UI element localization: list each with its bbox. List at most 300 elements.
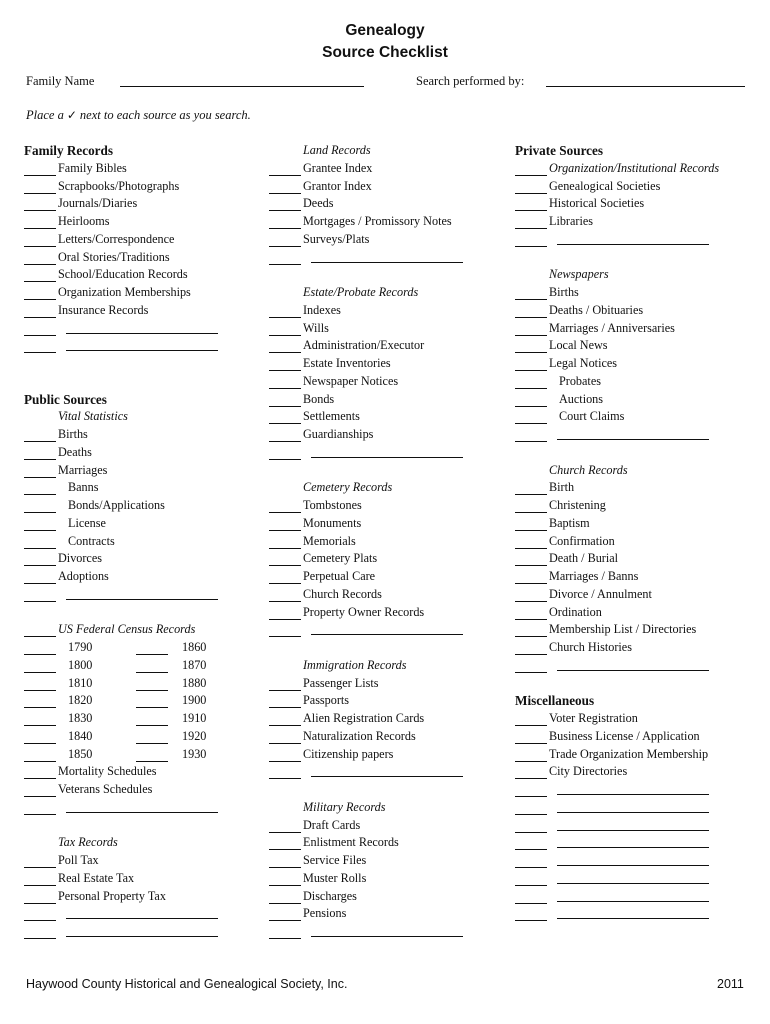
write-in-item (269, 923, 501, 941)
checklist-item (515, 337, 765, 355)
check-blank[interactable] (24, 672, 56, 673)
census-year-label: 1900 (182, 693, 207, 708)
write-in-item (24, 586, 256, 604)
checklist-item (269, 160, 501, 178)
item-label: Organization/Institutional Records (549, 160, 720, 175)
check-blank[interactable] (24, 938, 56, 939)
subsection-header-label: Military Records (303, 799, 386, 814)
item-label: Indexes (303, 302, 341, 317)
check-blank[interactable] (269, 849, 301, 850)
check-blank[interactable] (269, 761, 301, 762)
family-name-field[interactable] (120, 86, 364, 87)
check-blank[interactable] (136, 761, 168, 762)
write-in-line[interactable] (66, 333, 218, 334)
check-blank[interactable] (515, 512, 547, 513)
checklist-item (24, 444, 256, 462)
check-blank[interactable] (24, 494, 56, 495)
check-blank[interactable] (269, 512, 301, 513)
item-label: Draft Cards (303, 817, 361, 832)
title-line-1: Genealogy (345, 22, 425, 39)
check-blank[interactable] (24, 281, 56, 282)
item-label: Oral Stories/Traditions (58, 249, 170, 264)
check-blank[interactable] (24, 193, 56, 194)
check-blank[interactable] (136, 725, 168, 726)
checklist-item (269, 213, 501, 231)
checklist-item (24, 568, 256, 586)
subsection-header (24, 834, 256, 852)
check-blank[interactable] (269, 388, 301, 389)
checklist-item (515, 320, 765, 338)
checklist-item (515, 195, 765, 213)
write-in-item (515, 799, 765, 817)
check-blank[interactable] (24, 299, 56, 300)
check-blank[interactable] (24, 778, 56, 779)
section-header (515, 692, 765, 710)
check-blank[interactable] (515, 406, 547, 407)
write-in-line[interactable] (557, 883, 709, 884)
checklist-item (515, 533, 765, 551)
check-blank[interactable] (515, 352, 547, 353)
check-blank[interactable] (24, 548, 56, 549)
check-blank[interactable] (24, 512, 56, 513)
checklist-item (24, 852, 256, 870)
write-in-line[interactable] (66, 936, 218, 937)
item-label: Insurance Records (58, 302, 149, 317)
write-in-line[interactable] (557, 847, 709, 848)
item-label: Divorce / Annulment (549, 586, 652, 601)
check-blank[interactable] (24, 459, 56, 460)
checklist-item (515, 213, 765, 231)
check-blank[interactable] (269, 707, 301, 708)
subsection-header-label: Cemetery Records (303, 480, 393, 495)
write-in-item (24, 923, 256, 941)
item-label: Journals/Diaries (58, 196, 138, 211)
item-label: Naturalization Records (303, 728, 416, 743)
subsection-header (269, 657, 501, 675)
write-in-line[interactable] (557, 670, 709, 671)
item-label: Christening (549, 498, 606, 512)
write-in-line[interactable] (557, 865, 709, 866)
check-blank[interactable] (269, 903, 301, 904)
write-in-line[interactable] (66, 812, 218, 813)
check-blank[interactable] (24, 743, 56, 744)
check-blank[interactable] (269, 317, 301, 318)
item-label: Business License / Application (549, 728, 700, 743)
check-blank[interactable] (136, 707, 168, 708)
check-blank[interactable] (24, 814, 56, 815)
write-in-line[interactable] (557, 901, 709, 902)
census-year-row (24, 746, 256, 764)
item-label: Membership List / Directories (549, 622, 697, 637)
check-blank[interactable] (24, 920, 56, 921)
check-blank[interactable] (136, 690, 168, 691)
check-blank[interactable] (269, 352, 301, 353)
census-year-label: 1920 (182, 728, 207, 743)
check-blank[interactable] (24, 601, 56, 602)
census-year-label: 1870 (182, 657, 207, 672)
check-blank[interactable] (136, 743, 168, 744)
subsection-header-label: Estate/Probate Records (303, 285, 419, 299)
item-label: School/Education Records (58, 267, 188, 282)
census-year-label: 1850 (68, 746, 93, 761)
checklist-item (269, 426, 501, 444)
checklist-item (269, 888, 501, 906)
item-label: Trade Organization Membership (549, 746, 709, 761)
checklist-item (269, 337, 501, 355)
check-blank[interactable] (24, 690, 56, 691)
checklist-item (515, 515, 765, 533)
section-header-label: Public Sources (24, 391, 107, 407)
check-blank[interactable] (515, 867, 547, 868)
check-blank[interactable] (515, 849, 547, 850)
check-blank[interactable] (269, 601, 301, 602)
checklist-item (24, 763, 256, 781)
spacer (24, 373, 256, 391)
write-in-line[interactable] (557, 794, 709, 795)
check-blank[interactable] (515, 920, 547, 921)
check-blank[interactable] (515, 548, 547, 549)
checklist-item (269, 178, 501, 196)
checklist-item (515, 479, 765, 497)
check-blank[interactable] (24, 210, 56, 211)
item-label: Guardianships (303, 427, 374, 441)
check-blank[interactable] (515, 636, 547, 637)
checklist-item (24, 426, 256, 444)
check-blank[interactable] (24, 654, 56, 655)
item-label: Newspaper Notices (303, 373, 399, 388)
checklist-item (24, 479, 256, 497)
check-blank[interactable] (24, 530, 56, 531)
item-label: Family Bibles (58, 160, 127, 175)
check-blank[interactable] (269, 690, 301, 691)
check-blank[interactable] (269, 193, 301, 194)
item-label: Divorces (58, 551, 102, 566)
check-blank[interactable] (269, 228, 301, 229)
footer-year: 2011 (717, 977, 744, 991)
check-blank[interactable] (515, 193, 547, 194)
write-in-line[interactable] (311, 634, 463, 635)
write-in-item (24, 905, 256, 923)
check-blank[interactable] (515, 246, 547, 247)
write-in-item (24, 799, 256, 817)
check-blank[interactable] (24, 264, 56, 265)
census-year-row (24, 692, 256, 710)
checklist-item (269, 586, 501, 604)
check-blank[interactable] (24, 867, 56, 868)
item-label: Mortality Schedules (58, 764, 157, 779)
item-label: Death / Burial (549, 551, 619, 566)
spacer (269, 266, 501, 284)
checklist-item (515, 550, 765, 568)
check-blank[interactable] (515, 832, 547, 833)
footer-organization: Haywood County Historical and Genealogical Society, Inc. (26, 977, 348, 991)
check-blank[interactable] (24, 335, 56, 336)
checklist-item (269, 568, 501, 586)
check-blank[interactable] (269, 441, 301, 442)
section-header-label: Family Records (24, 143, 113, 158)
spacer (515, 444, 765, 462)
check-blank[interactable] (515, 317, 547, 318)
census-year-row (24, 728, 256, 746)
item-label: Service Files (303, 853, 367, 867)
checklist-item (269, 905, 501, 923)
check-blank[interactable] (24, 317, 56, 318)
checklist-item (269, 320, 501, 338)
check-blank[interactable] (515, 335, 547, 336)
check-blank[interactable] (24, 228, 56, 229)
write-in-line[interactable] (66, 350, 218, 351)
check-blank[interactable] (515, 601, 547, 602)
family-name-label: Family Name (26, 74, 95, 88)
census-year-label: 1840 (68, 728, 93, 743)
check-blank[interactable] (269, 938, 301, 939)
write-in-item (24, 337, 256, 355)
checklist-item (269, 870, 501, 888)
spacer (515, 675, 765, 693)
check-blank[interactable] (24, 352, 56, 353)
check-blank[interactable] (269, 246, 301, 247)
instruction-before: Place a (26, 108, 64, 122)
check-blank[interactable] (515, 441, 547, 442)
check-blank[interactable] (136, 654, 168, 655)
check-blank[interactable] (269, 565, 301, 566)
checklist-item (269, 195, 501, 213)
check-blank[interactable] (269, 335, 301, 336)
write-in-item (269, 621, 501, 639)
checklist-item (24, 249, 256, 267)
check-blank[interactable] (269, 264, 301, 265)
check-blank[interactable] (24, 175, 56, 176)
check-blank[interactable] (269, 548, 301, 549)
item-label: Enlistment Records (303, 835, 399, 850)
census-year-row (24, 639, 256, 657)
check-blank[interactable] (515, 903, 547, 904)
subsection-header (24, 408, 256, 426)
item-label: Contracts (68, 533, 115, 548)
checklist-item (269, 710, 501, 728)
spacer (24, 355, 256, 373)
item-label: Marriages / Banns (549, 569, 639, 583)
checklist-item (24, 195, 256, 213)
check-blank[interactable] (515, 228, 547, 229)
item-label: Organization Memberships (58, 285, 191, 299)
write-in-item (269, 444, 501, 462)
write-in-line[interactable] (311, 936, 463, 937)
item-label: Adoptions (58, 569, 109, 583)
check-blank[interactable] (515, 725, 547, 726)
item-label: Genealogical Societies (549, 178, 661, 193)
check-blank[interactable] (24, 725, 56, 726)
check-blank[interactable] (24, 441, 56, 442)
write-in-item (515, 426, 765, 444)
subsection-header-label: Immigration Records (303, 657, 407, 672)
checklist-item (269, 373, 501, 391)
check-blank[interactable] (515, 494, 547, 495)
checklist-item (269, 497, 501, 515)
check-blank[interactable] (515, 370, 547, 371)
check-blank[interactable] (24, 477, 56, 478)
check-blank[interactable] (269, 867, 301, 868)
column-left (24, 142, 256, 941)
checklist-item (515, 284, 765, 302)
checklist-item (515, 746, 765, 764)
check-blank[interactable] (24, 707, 56, 708)
check-blank[interactable] (24, 885, 56, 886)
item-label: City Directories (549, 764, 628, 779)
check-blank[interactable] (269, 423, 301, 424)
check-blank[interactable] (515, 583, 547, 584)
subsection-header (269, 799, 501, 817)
checklist-item (515, 639, 765, 657)
item-label: Heirlooms (58, 214, 110, 228)
checklist-item (24, 178, 256, 196)
item-label: Property Owner Records (303, 604, 425, 619)
check-blank[interactable] (269, 459, 301, 460)
check-blank[interactable] (24, 903, 56, 904)
check-blank[interactable] (24, 565, 56, 566)
write-in-line[interactable] (66, 599, 218, 600)
check-blank[interactable] (269, 832, 301, 833)
section-header (24, 391, 256, 409)
item-label: Birth (549, 480, 575, 495)
write-in-item (515, 888, 765, 906)
checklist-item (24, 870, 256, 888)
check-blank[interactable] (24, 636, 56, 637)
check-blank[interactable] (269, 370, 301, 371)
check-blank[interactable] (515, 761, 547, 762)
check-blank[interactable] (515, 885, 547, 886)
checklist-item (269, 692, 501, 710)
census-year-label: 1910 (182, 711, 207, 725)
check-blank[interactable] (515, 210, 547, 211)
census-year-label: 1880 (182, 675, 207, 690)
check-blank[interactable] (269, 210, 301, 211)
item-label: Confirmation (549, 533, 615, 548)
item-label: Court Claims (559, 409, 625, 424)
checklist-item (269, 728, 501, 746)
item-label: Cemetery Plats (303, 551, 378, 566)
search-performed-by-label: Search performed by: (416, 74, 525, 88)
subsection-header-label: Newspapers (549, 267, 609, 282)
checklist-item (515, 604, 765, 622)
check-blank[interactable] (24, 761, 56, 762)
item-label: Births (549, 285, 579, 299)
item-label: Local News (549, 338, 608, 353)
write-in-line[interactable] (557, 812, 709, 813)
check-blank[interactable] (515, 654, 547, 655)
check-blank[interactable] (515, 388, 547, 389)
item-label: Grantor Index (303, 178, 372, 193)
checklist-item (24, 302, 256, 320)
check-blank[interactable] (515, 175, 547, 176)
check-blank[interactable] (515, 619, 547, 620)
check-blank[interactable] (269, 778, 301, 779)
checklist-item (269, 834, 501, 852)
checklist-item (515, 373, 765, 391)
check-blank[interactable] (24, 583, 56, 584)
item-label: Memorials (303, 533, 356, 548)
checklist-item (515, 763, 765, 781)
checklist-item (269, 550, 501, 568)
check-blank[interactable] (24, 246, 56, 247)
check-blank[interactable] (515, 778, 547, 779)
check-blank[interactable] (515, 299, 547, 300)
check-blank[interactable] (269, 619, 301, 620)
item-label: License (68, 515, 106, 530)
spacer (24, 817, 256, 835)
checklist-item (24, 888, 256, 906)
item-label: Scrapbooks/Photographs (58, 178, 180, 193)
write-in-line[interactable] (557, 244, 709, 245)
check-blank[interactable] (269, 406, 301, 407)
check-blank[interactable] (269, 175, 301, 176)
write-in-line[interactable] (557, 918, 709, 919)
item-label: Surveys/Plats (303, 231, 370, 246)
write-in-line[interactable] (311, 262, 463, 263)
item-label: Grantee Index (303, 160, 373, 175)
check-blank[interactable] (515, 743, 547, 744)
checklist-item (515, 728, 765, 746)
write-in-line[interactable] (66, 918, 218, 919)
subsection-header (515, 266, 765, 284)
write-in-line[interactable] (557, 830, 709, 831)
checklist-item (24, 550, 256, 568)
item-label: Citizenship papers (303, 746, 394, 761)
column-right (515, 142, 765, 923)
section-header-label: Miscellaneous (515, 693, 595, 709)
census-year-row (24, 710, 256, 728)
check-blank[interactable] (269, 636, 301, 637)
check-blank[interactable] (515, 423, 547, 424)
item-label: Bonds/Applications (68, 498, 165, 512)
check-blank[interactable] (269, 725, 301, 726)
subsection-header (269, 142, 501, 160)
check-blank[interactable] (269, 583, 301, 584)
spacer (269, 462, 501, 480)
write-in-item (269, 763, 501, 781)
check-blank[interactable] (515, 814, 547, 815)
item-label: Church Histories (549, 640, 632, 654)
check-blank[interactable] (24, 796, 56, 797)
item-label: Real Estate Tax (58, 870, 135, 885)
write-in-line[interactable] (311, 457, 463, 458)
checklist-item (24, 533, 256, 551)
item-label: Passenger Lists (303, 675, 379, 690)
item-label: Tombstones (303, 498, 362, 512)
write-in-line[interactable] (311, 776, 463, 777)
census-year-label: 1800 (68, 657, 93, 672)
check-blank[interactable] (269, 530, 301, 531)
check-blank[interactable] (269, 743, 301, 744)
check-blank[interactable] (269, 885, 301, 886)
checklist-item (269, 355, 501, 373)
search-performed-by-field[interactable] (546, 86, 745, 87)
check-blank[interactable] (515, 796, 547, 797)
write-in-item (515, 657, 765, 675)
check-blank[interactable] (269, 920, 301, 921)
check-blank[interactable] (136, 672, 168, 673)
write-in-item (515, 852, 765, 870)
spacer (515, 249, 765, 267)
census-year-label: 1860 (182, 640, 207, 654)
check-blank[interactable] (515, 565, 547, 566)
checklist-item (24, 231, 256, 249)
write-in-line[interactable] (557, 439, 709, 440)
check-blank[interactable] (515, 530, 547, 531)
item-label: Deaths (58, 444, 92, 459)
item-label: Bonds (303, 391, 335, 406)
check-blank[interactable] (515, 672, 547, 673)
